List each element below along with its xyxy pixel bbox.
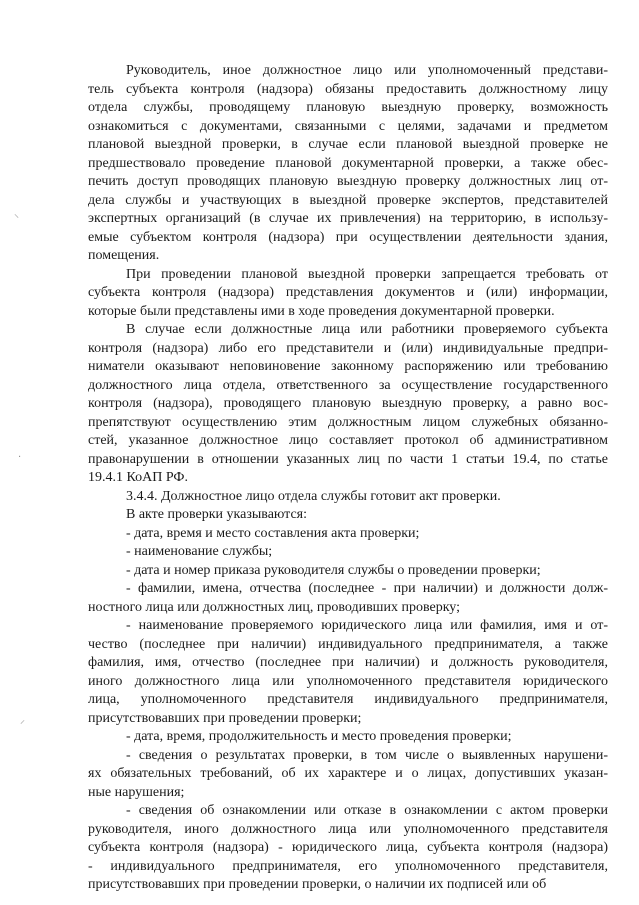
text-line: плановой выездной проверки, в случае если плановой выездной проверке не [88,137,608,152]
text-line: - сведения о результатах проверки, в том числе о выявленных нарушени- [126,747,608,763]
text-line: печить доступ проводящих плановую выездную проверку должностных лиц от- [88,174,608,189]
paragraph [88,747,608,803]
text-line: - дата, время, продолжительность и место проведения проверки; [126,729,512,744]
scan-mark: · [18,452,22,463]
text-line: - дата, время и место составления акта проверки; [126,525,420,541]
text-line: - наименование службы; [126,544,273,559]
text-line: руководителя, иного должностного лица или уполномоченного представителя [88,821,608,837]
text-line: ностного лица или должностных лиц, проводивших проверку; [88,599,460,615]
paragraph [88,728,608,747]
text-line: В случае если должностные лица или работники проверяемого субъекта [126,322,608,337]
text-line: емые субъектом контроля (надзора) при осуществлении деятельности здания, [88,229,608,245]
text-line: фамилия, имя, отчество (последнее при наличии) и должность руководителя, [88,655,608,670]
text-line: В акте проверки указываются: [126,507,308,522]
paragraph [88,802,608,895]
text-line: ознакомиться с документами, связанными с целями, задачами и предметом [88,118,608,134]
text-line: 19.4.1 КоАП РФ. [88,470,188,485]
text-line: присутствовавших при проведении проверки, о наличии их подписей или об [88,877,547,892]
document-page [88,62,608,895]
paragraph [88,62,608,266]
text-line: экспертных организаций (в случае их привлечения) на территорию, в использу- [88,211,608,226]
text-line: чество (последнее при наличии) индивидуального предпринимателя, а также [88,636,608,652]
text-line: контроля (надзора) либо его представители и (или) индивидуальные предпри- [88,340,608,356]
text-line: ниматели оказывают неповиновение законному распоряжению или требованию [88,359,608,374]
text-line: присутствовавших при проведении проверки; [88,710,362,726]
text-line: субъекта контроля (надзора) - юридического лица, субъекта контроля (надзора) [88,840,608,855]
paragraph [88,506,608,525]
text-line: правонарушении в отношении указанных лиц по части 1 статьи 19.4, по статье [88,451,608,467]
scan-mark: ⸜ [14,209,19,220]
text-line: 3.4.4. Должностное лицо отдела службы готовит акт проверки. [126,488,501,504]
text-line: - сведения об ознакомлении или отказе в ознакомлении с актом проверки [126,803,608,818]
text-line: При проведении плановой выездной проверки запрещается требовать от [126,266,608,282]
text-line: Руководитель, иное должностное лицо или уполномоченный представи- [126,63,608,78]
text-line: которые были представлены ими в ходе проведения документарной проверки. [88,303,555,319]
text-line: - фамилии, имена, отчества (последнее - при наличии) и должности долж- [126,581,608,596]
text-line: лица, уполномоченного представителя индивидуального предпринимателя, [88,692,608,707]
paragraph [88,525,608,544]
text-line: препятствуют осуществлению этим должностным лицом служебных обязанно- [88,414,608,430]
paragraph [88,321,608,488]
paragraph [88,543,608,562]
paragraph [88,562,608,581]
paragraph [88,266,608,322]
text-line: - дата и номер приказа руководителя службы о проведении проверки; [126,562,541,578]
text-line: отдела службы, проводящему плановую выездную проверку, возможность [88,100,608,115]
text-line: предшествовало проведение плановой документарной проверки, а также обес- [88,155,608,171]
text-line: - индивидуального предпринимателя, его уполномоченного представителя, [88,858,608,874]
text-line: - наименование проверяемого юридического лица или фамилия, имя и от- [126,618,608,633]
text-line: иного должностного лица или уполномоченного представителя юридического [88,673,608,689]
text-line: ях обязательных требований, об их характере и о лицах, допустивших указан- [88,766,608,781]
text-line: контроля (надзора), проводящего плановую выездную проверку, а равно вос- [88,396,608,411]
paragraph [88,617,608,728]
paragraph [88,580,608,617]
text-line: ные нарушения; [88,784,185,800]
text-line: субъекта контроля (надзора) представления документов и (или) информации, [88,285,608,300]
scan-mark: ⸝ [20,715,25,726]
text-line: тель субъекта контроля (надзора) обязаны предоставить должностному лицу [88,81,608,97]
text-line: помещения. [88,248,160,263]
text-line: стей, указанное должностное лицо составляет протокол об административном [88,433,608,448]
text-line: дела службы и участвующих в выездной проверке экспертов, представителей [88,192,608,208]
text-line: должностного лица отдела, ответственного за осуществление государственного [88,377,608,393]
paragraph [88,488,608,507]
